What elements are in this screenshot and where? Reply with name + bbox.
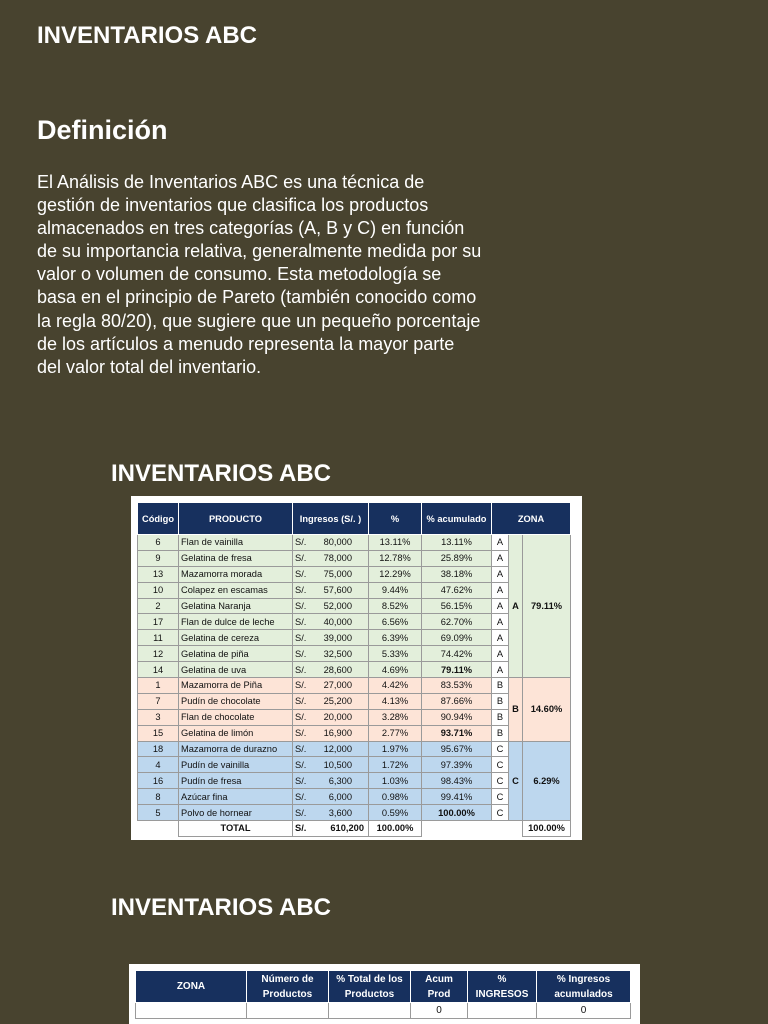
income-amount: 39,000 [323, 632, 352, 643]
total-income-cell [293, 821, 369, 837]
cumulative-cell: 74.42% [422, 646, 492, 662]
table-header-row [138, 503, 571, 535]
zone-letter-cell: A [492, 598, 509, 614]
product-cell: Mazamorra de Piña [179, 678, 293, 694]
income-cell [293, 582, 369, 598]
header-acumulado: % acumulado [422, 503, 492, 535]
product-cell: Gelatina de cereza [179, 630, 293, 646]
zone-group-letter: B [509, 678, 523, 742]
code-cell: 7 [138, 693, 179, 709]
cumulative-cell: 99.41% [422, 789, 492, 805]
percent-cell: 4.69% [369, 662, 422, 678]
table-row [138, 693, 571, 709]
zone-letter-cell: C [492, 757, 509, 773]
blank-cell [422, 821, 523, 837]
cumulative-cell: 93.71% [422, 725, 492, 741]
cumulative-cell: 97.39% [422, 757, 492, 773]
income-amount: 32,500 [323, 648, 352, 659]
table-row [138, 789, 571, 805]
abc-inventory-table [137, 502, 571, 837]
table-row [138, 805, 571, 821]
percent-cell: 6.56% [369, 614, 422, 630]
product-cell: Pudín de vainilla [179, 757, 293, 773]
product-cell: Azúcar fina [179, 789, 293, 805]
percent-cell: 13.11% [369, 535, 422, 551]
zone-group-letter: C [509, 741, 523, 820]
income-amount: 57,600 [323, 585, 352, 596]
cumulative-cell: 69.09% [422, 630, 492, 646]
income-cell [293, 757, 369, 773]
currency-label: S/. [295, 664, 307, 675]
income-amount: 52,000 [323, 601, 352, 611]
cumulative-cell: 47.62% [422, 582, 492, 598]
income-cell [293, 630, 369, 646]
code-cell: 1 [138, 678, 179, 694]
percent-cell: 0.59% [369, 805, 422, 821]
table-row [138, 662, 571, 678]
table-row [138, 709, 571, 725]
code-cell: 11 [138, 630, 179, 646]
header-porcentaje: % [369, 503, 422, 535]
income-amount: 3,600 [328, 807, 352, 818]
code-cell: 18 [138, 741, 179, 757]
zone-letter-cell: A [492, 662, 509, 678]
cumulative-cell: 25.89% [422, 550, 492, 566]
income-cell [293, 550, 369, 566]
total-percent: 100.00% [369, 821, 422, 837]
currency-label: S/. [295, 712, 307, 723]
percent-cell: 1.72% [369, 757, 422, 773]
income-amount: 25,200 [323, 696, 352, 707]
income-cell [293, 646, 369, 662]
summary-cell [329, 1003, 411, 1019]
total-label: TOTAL [179, 821, 293, 837]
percent-cell: 1.03% [369, 773, 422, 789]
product-cell: Mazamorra morada [179, 566, 293, 582]
cumulative-cell: 95.67% [422, 741, 492, 757]
currency-label: S/. [295, 807, 307, 818]
header-codigo: Código [138, 503, 179, 535]
income-cell [293, 725, 369, 741]
percent-cell: 2.77% [369, 725, 422, 741]
summary-header-pct-total: % Total de los Productos [329, 971, 411, 1003]
product-cell: Flan de dulce de leche [179, 614, 293, 630]
table-row [138, 598, 571, 614]
header-ingresos: Ingresos (S/. ) [293, 503, 369, 535]
code-cell: 8 [138, 789, 179, 805]
summary-header-pct-ingresos: % INGRESOS [468, 971, 537, 1003]
zone-letter-cell: A [492, 535, 509, 551]
zone-letter-cell: B [492, 709, 509, 725]
zone-summary-table-image [129, 964, 640, 1024]
income-cell [293, 773, 369, 789]
income-cell [293, 789, 369, 805]
zone-summary-table [135, 970, 631, 1019]
currency-label: S/. [295, 616, 307, 627]
product-cell: Gelatina Naranja [179, 598, 293, 614]
zone-letter-cell: A [492, 646, 509, 662]
total-amount: 610,200 [330, 823, 364, 834]
income-cell [293, 741, 369, 757]
currency-label: S/. [295, 791, 307, 802]
percent-cell: 6.39% [369, 630, 422, 646]
zone-letter-cell: A [492, 630, 509, 646]
income-cell [293, 678, 369, 694]
currency-label: S/. [295, 823, 307, 834]
income-amount: 28,600 [323, 664, 352, 675]
cumulative-cell: 87.66% [422, 693, 492, 709]
definition-paragraph: El Análisis de Inventarios ABC es una técnica de gestión de inventarios que clasifica los productos almacenados en tres categorías (A, B y C) en función de su importancia relativa, generalmente medida por su valor o volumen de consumo. Esta metodología se basa en el principio de Pareto (también conocido como la regla 80/20), que sugiere que un pequeño porcentaje de los artículos a menudo representa la mayor parte del valor total del inventario. [37, 172, 482, 377]
income-amount: 16,900 [323, 728, 352, 739]
zone-letter-cell: A [492, 582, 509, 598]
percent-cell: 12.29% [369, 566, 422, 582]
cumulative-cell: 83.53% [422, 678, 492, 694]
product-cell: Gelatina de uva [179, 662, 293, 678]
zone-letter-cell: C [492, 773, 509, 789]
table-row [138, 741, 571, 757]
product-cell: Gelatina de limón [179, 725, 293, 741]
income-amount: 10,500 [323, 759, 352, 770]
zone-letter-cell: C [492, 741, 509, 757]
cumulative-cell: 90.94% [422, 709, 492, 725]
page-title: INVENTARIOS ABC [37, 22, 258, 49]
product-cell: Gelatina de piña [179, 646, 293, 662]
zone-letter-cell: C [492, 789, 509, 805]
code-cell: 3 [138, 709, 179, 725]
table-row [138, 550, 571, 566]
cumulative-cell: 62.70% [422, 614, 492, 630]
product-cell: Pudín de fresa [179, 773, 293, 789]
currency-label: S/. [295, 648, 307, 659]
code-cell: 5 [138, 805, 179, 821]
summary-cell [136, 1003, 247, 1019]
table-row [138, 757, 571, 773]
percent-cell: 9.44% [369, 582, 422, 598]
cumulative-cell: 56.15% [422, 598, 492, 614]
income-cell [293, 566, 369, 582]
product-cell: Mazamorra de durazno [179, 741, 293, 757]
table-row [138, 566, 571, 582]
percent-cell: 8.52% [369, 598, 422, 614]
code-cell: 17 [138, 614, 179, 630]
income-amount: 27,000 [323, 680, 352, 691]
percent-cell: 12.78% [369, 550, 422, 566]
summary-row [136, 1003, 631, 1019]
code-cell: 2 [138, 598, 179, 614]
percent-cell: 4.42% [369, 678, 422, 694]
product-cell: Flan de chocolate [179, 709, 293, 725]
percent-cell: 3.28% [369, 709, 422, 725]
code-cell: 6 [138, 535, 179, 551]
currency-label: S/. [295, 601, 307, 611]
summary-cell: 0 [537, 1003, 631, 1019]
cumulative-cell: 38.18% [422, 566, 492, 582]
product-cell: Colapez en escamas [179, 582, 293, 598]
income-cell [293, 614, 369, 630]
currency-label: S/. [295, 744, 307, 755]
table-row [138, 678, 571, 694]
zone-group-total: 14.60% [523, 678, 571, 742]
zone-group-letter: A [509, 535, 523, 678]
zone-letter-cell: B [492, 678, 509, 694]
income-amount: 12,000 [323, 744, 352, 755]
income-cell [293, 535, 369, 551]
product-cell: Flan de vainilla [179, 535, 293, 551]
table-row [138, 725, 571, 741]
summary-header-num-productos: Número de Productos [247, 971, 329, 1003]
zone-group-total: 79.11% [523, 535, 571, 678]
percent-cell: 0.98% [369, 789, 422, 805]
income-amount: 75,000 [323, 569, 352, 580]
percent-cell: 1.97% [369, 741, 422, 757]
code-cell: 10 [138, 582, 179, 598]
blank-cell [138, 821, 179, 837]
currency-label: S/. [295, 585, 307, 596]
section-heading-abc-table: INVENTARIOS ABC [111, 460, 332, 487]
zone-letter-cell: B [492, 725, 509, 741]
currency-label: S/. [295, 569, 307, 580]
cumulative-cell: 13.11% [422, 535, 492, 551]
income-cell [293, 709, 369, 725]
cumulative-cell: 79.11% [422, 662, 492, 678]
currency-label: S/. [295, 775, 307, 786]
table-row [138, 535, 571, 551]
currency-label: S/. [295, 728, 307, 739]
code-cell: 12 [138, 646, 179, 662]
product-cell: Polvo de hornear [179, 805, 293, 821]
definition-heading: Definición [37, 115, 168, 145]
currency-label: S/. [295, 632, 307, 643]
abc-inventory-table-image [131, 496, 582, 840]
table-row [138, 630, 571, 646]
product-cell: Gelatina de fresa [179, 550, 293, 566]
summary-cell [247, 1003, 329, 1019]
code-cell: 4 [138, 757, 179, 773]
code-cell: 15 [138, 725, 179, 741]
currency-label: S/. [295, 553, 307, 564]
income-cell [293, 805, 369, 821]
zone-letter-cell: A [492, 614, 509, 630]
income-amount: 78,000 [323, 553, 352, 564]
currency-label: S/. [295, 759, 307, 770]
income-amount: 6,300 [328, 775, 352, 786]
income-amount: 20,000 [323, 712, 352, 723]
zone-letter-cell: A [492, 566, 509, 582]
total-row [138, 821, 571, 837]
table-row [138, 773, 571, 789]
income-amount: 40,000 [323, 616, 352, 627]
income-cell [293, 662, 369, 678]
code-cell: 14 [138, 662, 179, 678]
currency-label: S/. [295, 680, 307, 691]
income-amount: 80,000 [323, 537, 352, 548]
summary-header-zona: ZONA [136, 971, 247, 1003]
total-zone-percent: 100.00% [523, 821, 571, 837]
summary-cell: 0 [411, 1003, 468, 1019]
percent-cell: 5.33% [369, 646, 422, 662]
income-cell [293, 693, 369, 709]
product-cell: Pudín de chocolate [179, 693, 293, 709]
zone-letter-cell: C [492, 805, 509, 821]
section-heading-summary: INVENTARIOS ABC [111, 894, 332, 921]
cumulative-cell: 100.00% [422, 805, 492, 821]
summary-cell [468, 1003, 537, 1019]
zone-letter-cell: B [492, 693, 509, 709]
currency-label: S/. [295, 696, 307, 707]
income-amount: 6,000 [328, 791, 352, 802]
code-cell: 13 [138, 566, 179, 582]
currency-label: S/. [295, 537, 307, 548]
table-row [138, 646, 571, 662]
income-cell [293, 598, 369, 614]
zone-letter-cell: A [492, 550, 509, 566]
zone-group-total: 6.29% [523, 741, 571, 820]
code-cell: 16 [138, 773, 179, 789]
table-row [138, 614, 571, 630]
cumulative-cell: 98.43% [422, 773, 492, 789]
header-zona: ZONA [492, 503, 571, 535]
summary-header-row [136, 971, 631, 1003]
summary-header-ingresos-acum: % Ingresos acumulados [537, 971, 631, 1003]
summary-header-acum-prod: Acum Prod [411, 971, 468, 1003]
table-row [138, 582, 571, 598]
header-producto: PRODUCTO [179, 503, 293, 535]
code-cell: 9 [138, 550, 179, 566]
percent-cell: 4.13% [369, 693, 422, 709]
